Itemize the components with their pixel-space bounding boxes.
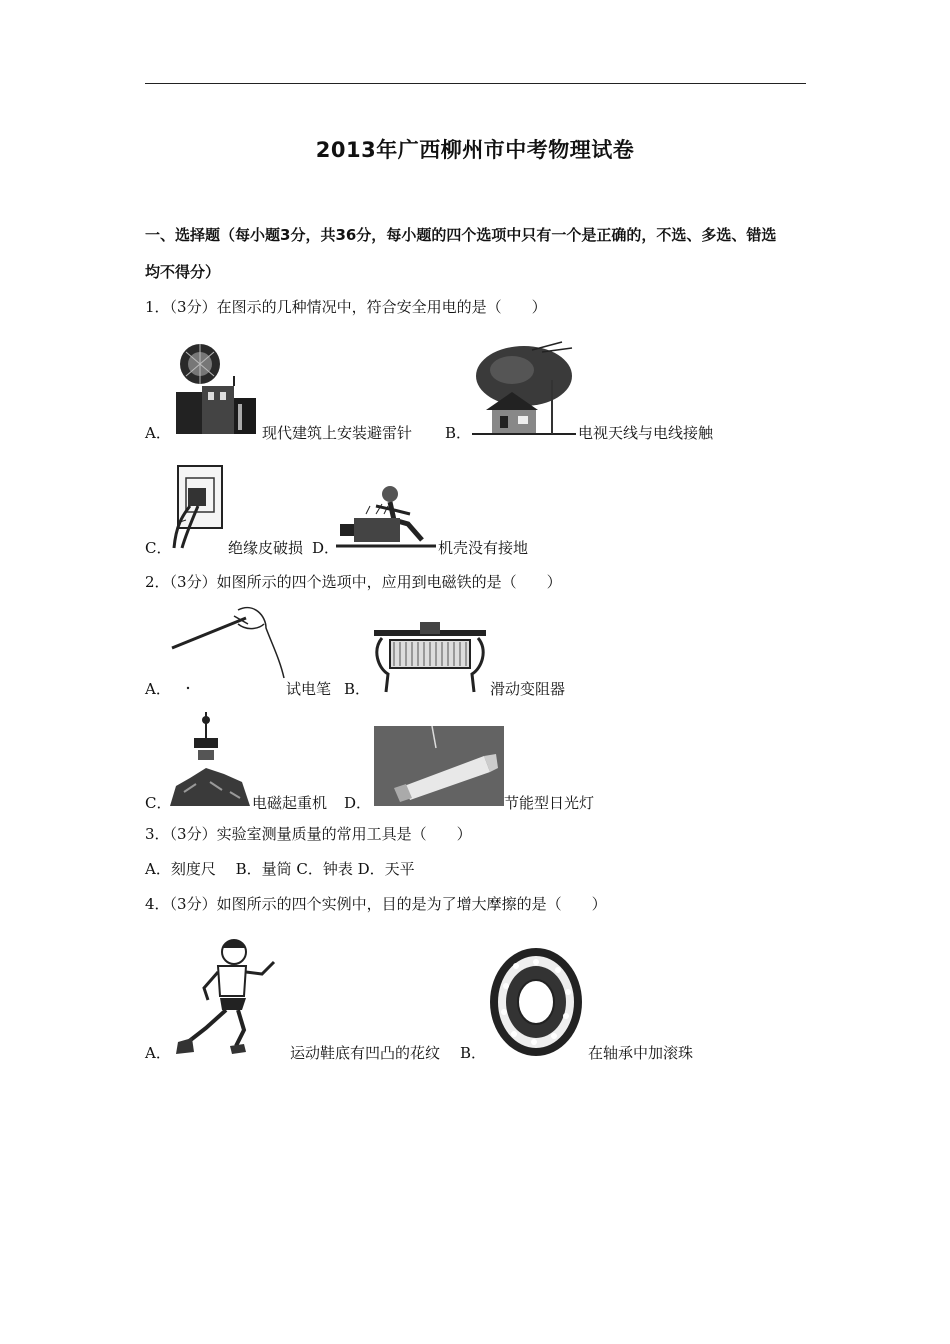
ungrounded-machine-image — [336, 484, 436, 552]
q1-option-b-letter: B． — [445, 424, 472, 442]
q1-option-b-text: 电视天线与电线接触 — [578, 424, 714, 442]
question-4-stem: 4．（3分）如图所示的四个实例中，目的是为了增大摩擦的是（ ） — [145, 895, 607, 913]
electromagnetic-crane-image — [170, 712, 250, 806]
q2-option-a-letter: A． — [145, 680, 171, 698]
header-rule — [145, 83, 806, 84]
ball-bearing-image — [486, 944, 586, 1058]
q2-option-d-letter: D． — [344, 794, 372, 812]
building-lightning-rod-image — [172, 340, 260, 436]
damaged-plug-image — [168, 464, 226, 550]
q1-option-d-letter: D． — [312, 539, 340, 557]
test-pen-image — [168, 604, 286, 696]
rheostat-image — [370, 620, 490, 696]
q1-option-c-letter: C． — [145, 539, 172, 557]
q1-option-a-text: 现代建筑上安装避雷针 — [262, 424, 413, 442]
running-boy-image — [170, 934, 286, 1058]
question-2-stem: 2．（3分）如图所示的四个选项中，应用到电磁铁的是（ ） — [145, 573, 562, 591]
question-3-stem: 3．（3分）实验室测量质量的常用工具是（ ） — [145, 825, 472, 843]
tv-antenna-wire-image — [472, 340, 576, 436]
q2-option-b-letter: B． — [344, 680, 371, 698]
q2-option-d-text: 节能型日光灯 — [504, 794, 595, 812]
fluorescent-lamp-image — [374, 726, 504, 806]
question-1-stem: 1．（3分）在图示的几种情况中，符合安全用电的是（ ） — [145, 298, 547, 316]
q4-option-a-letter: A． — [145, 1044, 171, 1062]
q2-option-a-text: 试电笔 — [286, 680, 332, 698]
q4-option-b-letter: B． — [460, 1044, 487, 1062]
q1-option-c-text: 绝缘皮破损 — [228, 539, 304, 557]
question-3-options: A．刻度尺 B．量筒 C．钟表 D．天平 — [145, 860, 415, 878]
q2-option-c-letter: C． — [145, 794, 172, 812]
q4-option-a-text: 运动鞋底有凹凸的花纹 — [290, 1044, 441, 1062]
document-title: 2013年广西柳州市中考物理试卷 — [315, 138, 635, 162]
q2-option-b-text: 滑动变阻器 — [490, 680, 566, 698]
q1-option-a-letter: A． — [145, 424, 171, 442]
section-heading-line2: 均不得分） — [145, 263, 221, 281]
q4-option-b-text: 在轴承中加滚珠 — [588, 1044, 694, 1062]
q1-option-d-text: 机壳没有接地 — [438, 539, 529, 557]
q2-option-c-text: 电磁起重机 — [252, 794, 328, 812]
section-heading-line1: 一、选择题（每小题3分，共36分，每小题的四个选项中只有一个是正确的，不选、多选、错选 — [145, 226, 777, 244]
